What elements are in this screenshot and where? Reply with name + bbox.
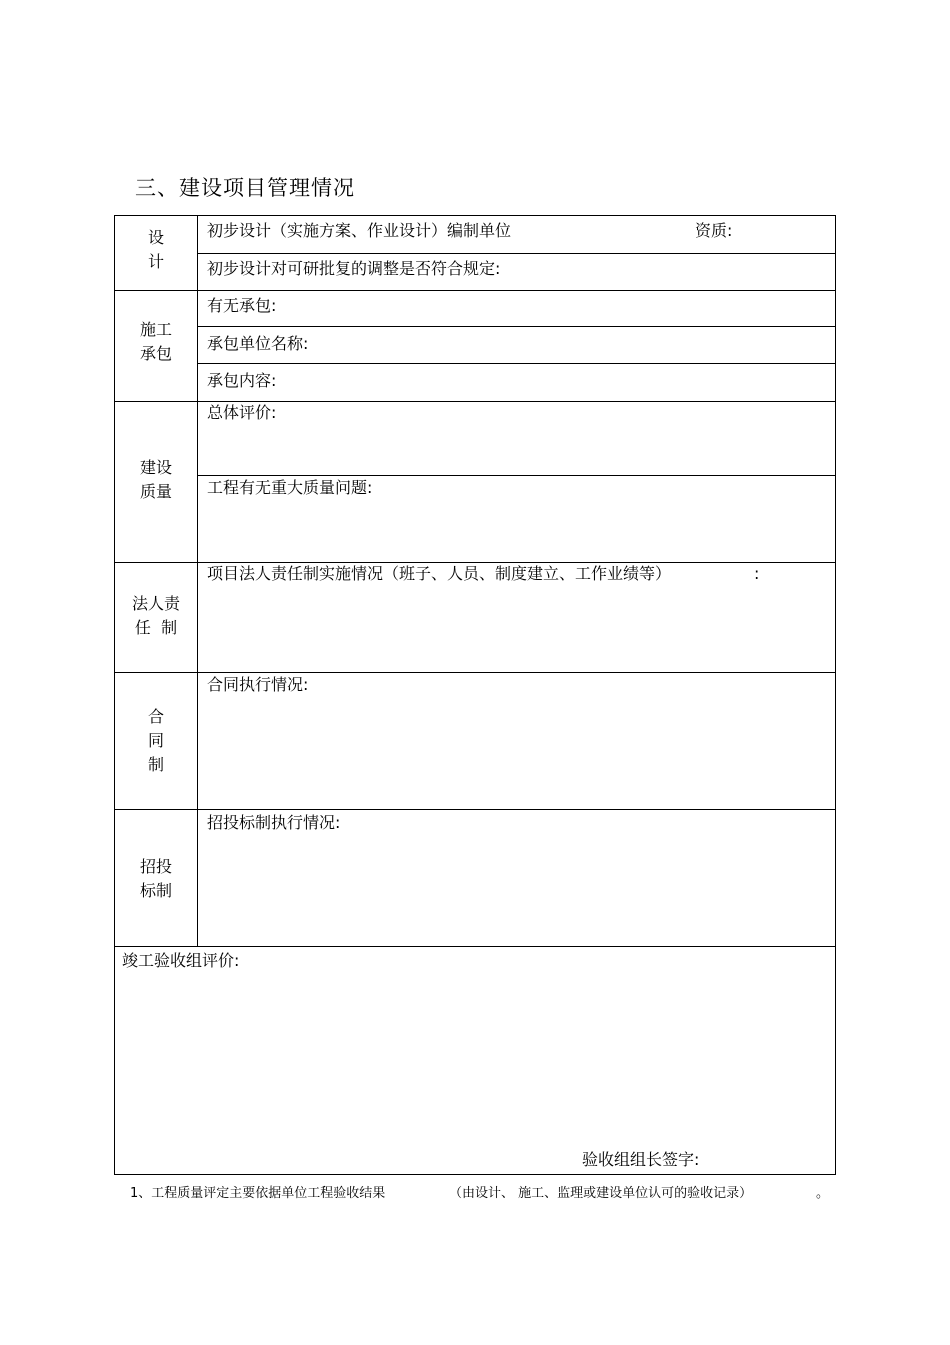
label-contracting xyxy=(114,318,198,366)
section-line-legal-bottom xyxy=(114,672,836,673)
contract-execution-field[interactable]: 合同执行情况: xyxy=(207,675,309,694)
section-line-contract-bottom xyxy=(114,809,836,810)
label-legal-line2: 任 制 xyxy=(134,618,178,637)
legal-responsibility-field[interactable]: 项目法人责任制实施情况（班子、人员、制度建立、工作业绩等） xyxy=(207,564,672,583)
row-line-contracting-1 xyxy=(197,326,836,327)
overall-evaluation-field[interactable]: 总体评价: xyxy=(207,403,277,422)
label-design-line1: 设 xyxy=(147,228,164,247)
label-design-line2: 计 xyxy=(147,252,164,271)
qualification-field[interactable]: 资质: xyxy=(695,221,733,240)
label-bidding-line1: 招投 xyxy=(139,857,172,876)
label-contract xyxy=(114,705,198,777)
label-quality xyxy=(114,456,198,504)
legal-responsibility-colon: : xyxy=(754,564,760,583)
label-contracting-line1: 施工 xyxy=(139,320,172,339)
team-leader-signature-field[interactable]: 验收组组长签字: xyxy=(582,1150,700,1169)
contractor-name-field[interactable]: 承包单位名称: xyxy=(207,334,309,353)
section-line-design-bottom xyxy=(114,290,836,291)
has-contract-field[interactable]: 有无承包: xyxy=(207,296,277,315)
section-line-bidding-bottom xyxy=(114,946,836,947)
row-line-contracting-2 xyxy=(197,363,836,364)
page-title: 三、建设项目管理情况 xyxy=(135,176,355,200)
label-contract-line1: 合 xyxy=(147,707,164,726)
label-legal-line1: 法人责 xyxy=(131,594,180,613)
section-line-quality-bottom xyxy=(114,562,836,563)
contract-content-field[interactable]: 承包内容: xyxy=(207,371,277,390)
footnote-part2: （由设计、 施工、监理或建设单位认可的验收记录） xyxy=(449,1186,753,1201)
section-line-contracting-bottom xyxy=(114,401,836,402)
design-adjustment-field[interactable]: 初步设计对可研批复的调整是否符合规定: xyxy=(207,259,501,278)
label-bidding xyxy=(114,855,198,903)
row-line-quality xyxy=(197,475,836,476)
bidding-execution-field[interactable]: 招投标制执行情况: xyxy=(207,813,341,832)
label-legal xyxy=(114,592,198,640)
row-line-design xyxy=(197,253,836,254)
footnote-part1: 1、工程质量评定主要依据单位工程验收结果 xyxy=(130,1186,386,1201)
label-quality-line1: 建设 xyxy=(139,458,172,477)
label-contract-line3: 制 xyxy=(147,755,164,774)
major-quality-issue-field[interactable]: 工程有无重大质量问题: xyxy=(207,478,373,497)
design-unit-field[interactable]: 初步设计（实施方案、作业设计）编制单位 xyxy=(207,221,512,240)
label-design xyxy=(114,226,198,274)
label-bidding-line2: 标制 xyxy=(139,881,172,900)
label-contract-line2: 同 xyxy=(147,731,164,750)
management-table xyxy=(114,215,836,1175)
acceptance-evaluation-field[interactable]: 竣工验收组评价: xyxy=(122,951,240,970)
label-contracting-line2: 承包 xyxy=(139,344,172,363)
label-quality-line2: 质量 xyxy=(139,482,172,501)
footnote-part3: 。 xyxy=(816,1186,830,1201)
